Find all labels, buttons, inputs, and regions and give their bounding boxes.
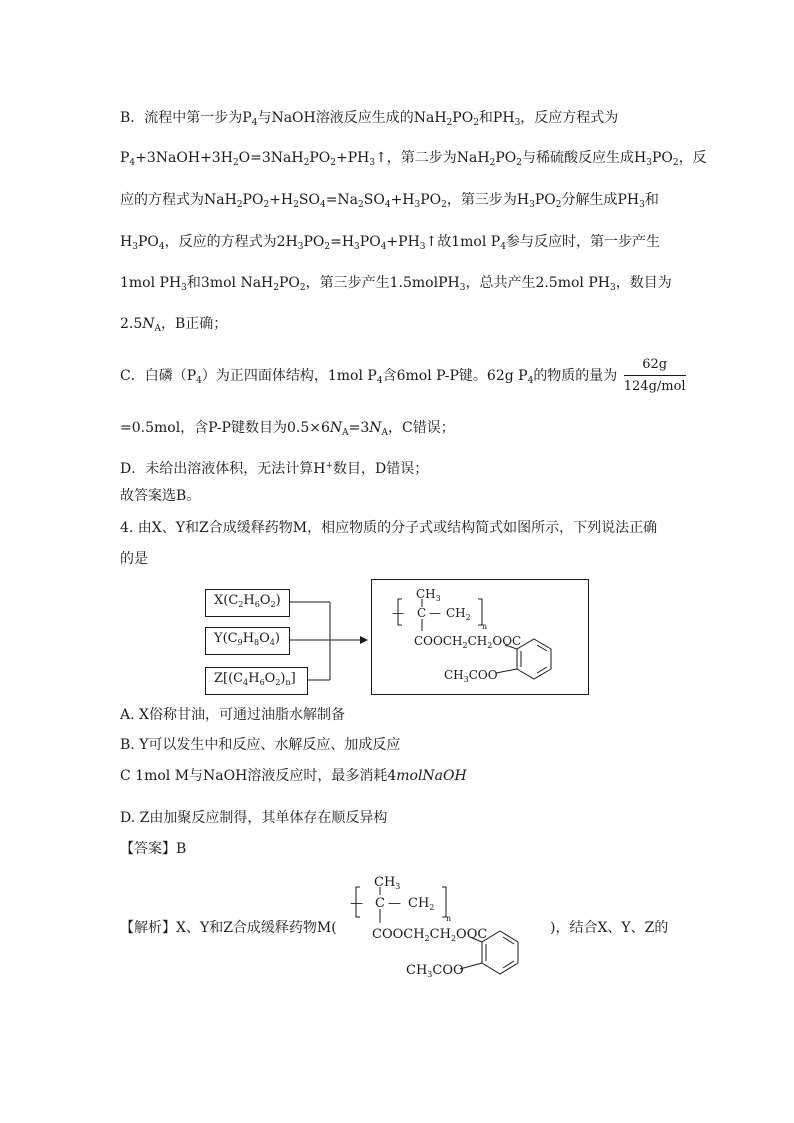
inline-acetoxy-text: $CH_3COO$ <box>406 963 464 979</box>
analysis-line-end: )，结合X、Y、Z的 <box>550 920 669 936</box>
ester-text: $COOCH_2CH_2OOC$ <box>414 634 522 650</box>
option-d: D. Z由加聚反应制得，其单体存在顺反异构 <box>120 810 388 826</box>
inline-c-atom-text: C <box>375 896 385 911</box>
fraction-numerator: 62g <box>624 357 686 376</box>
inline-n-subscript-text: n <box>446 914 452 923</box>
box-y: $Y(C_9H_8O_4)$ <box>205 627 290 655</box>
section-b-line-2: $P_4+3NaOH+3H_2O=3NaH_2PO_2+PH_3↑$，第二步为$NaH_2PO_2$与稀硫酸反应生成$H_3PO_2$，反 <box>120 150 707 168</box>
n-subscript-text: n <box>482 622 488 631</box>
ch2-text: $CH_2$ <box>446 606 471 622</box>
conclusion-line: 故答案选B。 <box>120 488 201 504</box>
option-c: C 1mol M与NaOH溶液反应时，最多消耗4molNaOH <box>120 768 467 784</box>
inline-ch2-text: $CH_2$ <box>408 896 435 912</box>
section-b-line-1: B．流程中第一步为$P_4$与NaOH溶液反应生成的$NaH_2PO_2$和$PH_3$，反应方程式为 <box>120 110 619 128</box>
arrow-head <box>360 636 368 644</box>
inline-ch3-text: $CH_3$ <box>374 875 401 891</box>
box-x: $X(C_2H_6O_2)$ <box>205 589 290 617</box>
section-b-line-6: $2.5N_A$，B正确； <box>120 316 228 334</box>
question-4-stem-line-1: 4. 由X、Y和Z合成缓释药物M，相应物质的分子式或结构简式如图所示，下列说法正确 <box>120 520 658 536</box>
section-d-line: D．未给出溶液体积，无法计算H+数目，D错误； <box>120 461 429 477</box>
analysis-line-start: 【解析】X、Y和Z合成缓释药物M( <box>120 920 337 936</box>
option-b: B. Y可以发生中和反应、水解反应、加成反应 <box>120 737 401 753</box>
section-b-line-4: $H_3PO_4$，反应的方程式为$2H_3PO_2=H_3PO_4+PH_3↑$故1mol $P_4$参与反应时，第一步产生 <box>120 234 660 252</box>
bond-mid-text: — <box>429 606 441 620</box>
answer-line: 【答案】B <box>120 841 187 857</box>
fraction-denominator: 124g/mol <box>623 379 686 394</box>
section-b-line-3: 应的方程式为$NaH_2PO_2+H_2SO_4=Na_2SO_4+H_3PO_2$，第三步为$H_3PO_2$分解生成$PH_3$和 <box>120 192 659 210</box>
section-c-line-1: C．白磷$(P_4)$为正四面体结构，1mol $P_4$含6mol P-P键。62g $P_4$的物质的量为 $\frac{62g}{\text{124g/mol}}$ <box>120 357 686 394</box>
box-z: $Z[(C_4H_6O_2)_n]$ <box>205 667 308 695</box>
inline-bond-mid-text: — <box>388 896 401 911</box>
inline-bond-left-text: — <box>350 896 363 911</box>
bond-left-text: — <box>392 606 404 620</box>
acetoxy-text: $CH_3COO$ <box>444 668 498 684</box>
section-c-line-2: =0.5mol，含P-P键数目为$0.5\times 6N_A=3N_A$，C错误； <box>120 420 455 438</box>
option-a: A. X俗称甘油，可通过油脂水解制备 <box>120 707 345 723</box>
section-b-line-5: 1mol $PH_3$和3mol $NaH_2PO_2$，第三步产生1.5molPH$_3$，总共产生2.5mol $PH_3$，数目为 <box>120 275 672 293</box>
ch3-text: $CH_3$ <box>416 587 441 603</box>
inline-ester-text: $COOCH_2CH_2OOC$ <box>372 927 488 943</box>
c-atom-text: C <box>417 606 427 620</box>
structure-m-inline <box>350 871 550 981</box>
structure-m <box>392 585 582 691</box>
question-4-stem-line-2: 的是 <box>120 551 148 567</box>
